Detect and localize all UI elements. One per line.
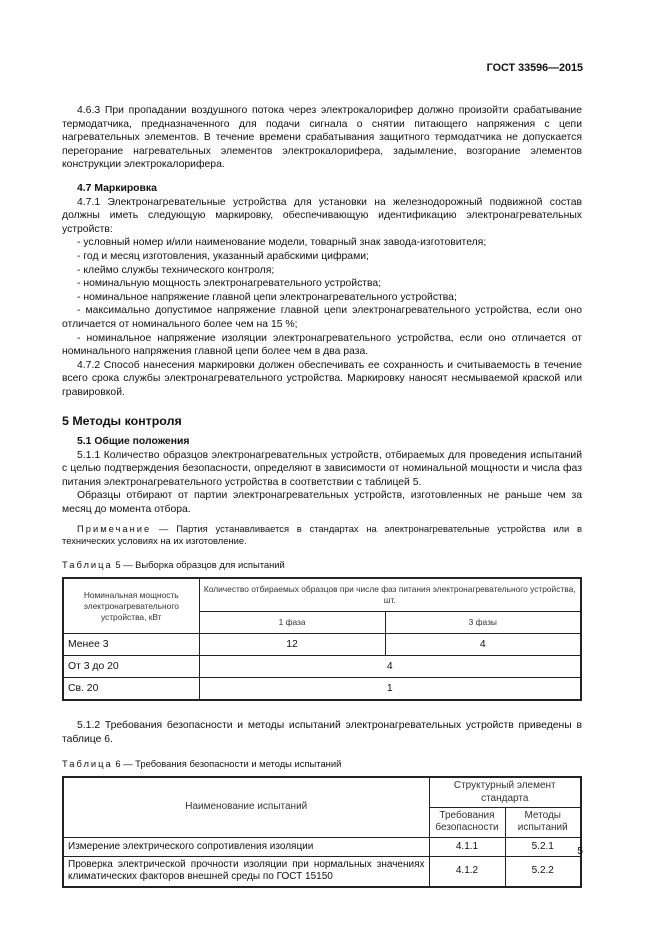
table-row — [63, 634, 581, 656]
table6-caption-text: 6 — Требования безопасности и методы испытаний — [112, 757, 342, 769]
table6-cell-name: Измерение электрического сопротивления изоляции — [63, 837, 429, 856]
list-item: - максимально допустимое напряжение главной цепи электронагревательного устройства, если оно отличается от номинального более чем на 15 %; — [62, 305, 582, 330]
note — [62, 523, 582, 548]
table5-cell-power: Св. 20 — [63, 678, 199, 701]
page-body — [62, 104, 582, 888]
table5-caption-label: Таблица — [62, 558, 113, 570]
table5-cell-count: 4 — [199, 656, 581, 678]
list-item: - номинальное напряжение изоляции электронагревательного устройства, если оно отличается от номинального напряжения главной цепи более чем в два раза. — [62, 332, 582, 358]
table5-cell-power: От 3 до 20 — [63, 656, 199, 678]
table-5 — [62, 577, 582, 701]
table-row — [63, 856, 581, 886]
note-text: — Партия устанавливается в стандартах на электронагревательные устройства или в технических условиях на их изготовление. — [62, 522, 582, 547]
paragraph-5-1-2: 5.1.2 Требования безопасности и методы испытаний электронагревательных устройств приведены в таблице 6. — [62, 720, 582, 745]
table5-header-power: Номинальная мощность электронагревательного устройства, кВт — [63, 578, 199, 634]
section-title-4-7: 4.7 Маркировка — [77, 182, 157, 194]
table5-cell-power: Менее 3 — [63, 634, 199, 656]
table-row — [63, 678, 581, 701]
table6-cell-req: 4.1.1 — [429, 837, 505, 856]
page-number: 5 — [577, 846, 583, 857]
list-item: - клеймо службы технического контроля; — [77, 264, 275, 276]
table5-caption — [62, 558, 582, 572]
paragraph-4-7-1: 4.7.1 Электронагревательные устройства для установки на железнодорожный подвижной состав должны иметь следующую маркировку, обеспечивающую идентификацию электронагревательных устройств: — [62, 196, 582, 235]
table6-cell-method: 5.2.1 — [505, 837, 581, 856]
list-item: - год и месяц изготовления, указанный арабскими цифрами; — [77, 250, 369, 262]
paragraph-4-7-2: 4.7.2 Способ нанесения маркировки должен обеспечивать ее сохранность и считываемость в течение всего срока службы электронагревательного устройства. Маркировку наносят несмываемой краской или гравировкой. — [62, 359, 582, 398]
list-item: - номинальную мощность электронагревательного устройства; — [77, 278, 382, 290]
table5-header-3phase: 3 фазы — [385, 612, 581, 634]
table5-cell-3phase: 4 — [385, 634, 581, 656]
table6-header-name: Наименование испытаний — [63, 777, 429, 837]
table6-header-req: Требования безопасности — [429, 808, 505, 838]
table-row — [63, 837, 581, 856]
table6-cell-req: 4.1.2 — [429, 856, 505, 886]
table5-header-1phase: 1 фаза — [199, 612, 385, 634]
paragraph-5-1-1: 5.1.1 Количество образцов электронагревательных устройств, отбираемых для проведения испытаний с целью подтверждения безопасности, определяют в зависимости от номинальной мощности и числа фаз питания электронагревательного устройства в соответствии с таблицей 5. — [62, 449, 582, 488]
section-title-5: 5 Методы контроля — [62, 414, 182, 429]
table6-cell-name: Проверка электрической прочности изоляции при нормальных значениях климатических факторов внешней среды по ГОСТ 15150 — [63, 856, 429, 886]
paragraph-samples: Образцы отбирают от партии электронагревательных устройств, изготовленных не раньше чем за месяц до момента отбора. — [62, 490, 582, 516]
document-code: ГОСТ 33596—2015 — [486, 62, 583, 74]
paragraph-4-6-3: 4.6.3 При пропадании воздушного потока через электрокалорифер должно произойти срабатывание термодатчика, предназначенного для подачи сигнала о снятии питающего напряжения с цепи нагревательных элементов. В течение времени срабатывания защитного термодатчика не допускается перегорание нагревательных элементов электрокалорифера, задымление, возгорание элементов конструкции электрокалорифера. — [62, 105, 582, 171]
table5-cell-count: 1 — [199, 678, 581, 701]
note-label: Примечание — [77, 522, 152, 534]
table5-header-count: Количество отбираемых образцов при числе фаз питания электронагревательного устройства, шт. — [199, 578, 581, 611]
table6-header-struct: Структурный элемент стандарта — [429, 777, 581, 807]
table-row — [63, 656, 581, 678]
list-item: - условный номер и/или наименование модели, товарный знак завода-изготовителя; — [77, 237, 487, 249]
table6-caption-label: Таблица — [62, 757, 113, 769]
table6-header-methods: Методы испытаний — [505, 808, 581, 838]
table6-caption — [62, 757, 582, 771]
table-6 — [62, 776, 582, 887]
table5-caption-text: 5 — Выборка образцов для испытаний — [112, 558, 285, 570]
list-item: - номинальное напряжение главной цепи электронагревательного устройства; — [77, 291, 457, 303]
section-title-5-1: 5.1 Общие положения — [77, 436, 190, 448]
table6-cell-method: 5.2.2 — [505, 856, 581, 886]
table5-cell-1phase: 12 — [199, 634, 385, 656]
